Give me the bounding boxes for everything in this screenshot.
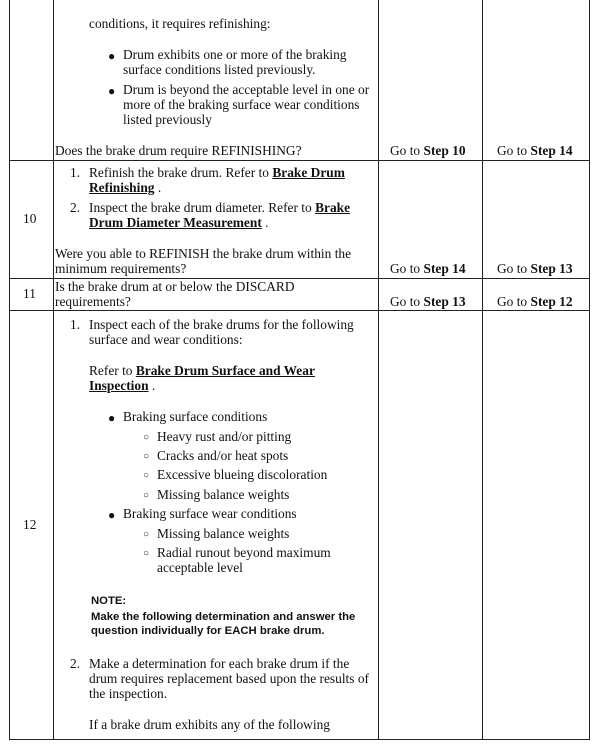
surface-wear-inspection-link[interactable]: Brake Drum Surface and Wear <box>135 363 315 378</box>
row12-item1-line1: Inspect each of the brake drums for the following <box>89 317 354 332</box>
row11-no-action[interactable]: Go to Step 12 <box>497 294 573 309</box>
row12-refer-line2: Inspection . <box>89 378 156 393</box>
row10-step-number: 10 <box>23 211 37 226</box>
row10-question-line2: minimum requirements? <box>55 261 187 276</box>
row12-sub1-item1: Heavy rust and/or pitting <box>157 429 292 444</box>
row9-bullet2-line2: more of the braking surface wear conditions <box>123 97 360 112</box>
row9-bullet2-line3: listed previously <box>123 112 212 127</box>
table-border-right <box>589 0 590 740</box>
sub-bullet-circle: ○ <box>143 548 150 559</box>
table-border-left <box>9 0 10 740</box>
sub-bullet-circle: ○ <box>143 432 150 443</box>
row12-sub2-item2-line2: acceptable level <box>157 560 243 575</box>
note-line2: question individually for EACH brake drum. <box>91 625 325 637</box>
row12-final-line: If a brake drum exhibits any of the following <box>89 717 330 732</box>
step-link[interactable]: Step 10 <box>423 143 466 158</box>
row12-item2-number: 2. <box>70 656 81 671</box>
row11-step-number: 11 <box>23 286 36 301</box>
row9-bullet2-line1: Drum is beyond the acceptable level in one or <box>123 82 370 97</box>
sub-bullet-circle: ○ <box>143 529 150 540</box>
row12-item1-line2: surface and wear conditions: <box>89 332 243 347</box>
row10-item2-number: 2. <box>70 200 81 215</box>
row12-item2-line3: the inspection. <box>89 686 168 701</box>
row11-yes-action[interactable]: Go to Step 13 <box>390 294 466 309</box>
row12-sub2-item1: Missing balance weights <box>157 526 290 541</box>
row10-item2-line2: Drum Diameter Measurement . <box>89 215 269 230</box>
row9-bullet1-line2: surface conditions listed previously. <box>123 62 316 77</box>
row12-item1-number: 1. <box>70 317 81 332</box>
step-link[interactable]: Step 12 <box>530 294 573 309</box>
surface-wear-inspection-link[interactable]: Inspection <box>89 378 149 393</box>
column-divider-1 <box>53 0 54 740</box>
row10-item1-line1: Refinish the brake drum. Refer to Brake Drum <box>89 165 345 180</box>
brake-drum-refinishing-link[interactable]: Refinishing <box>89 180 155 195</box>
column-divider-3 <box>482 0 483 740</box>
row12-item2-line1: Make a determination for each brake drum if the <box>89 656 350 671</box>
row9-continuation-text: conditions, it requires refinishing: <box>89 16 271 31</box>
row12-refer-line1: Refer to Brake Drum Surface and Wear <box>89 363 315 378</box>
row10-item2-line1: Inspect the brake drum diameter. Refer to Brake <box>89 200 351 215</box>
bullet-dot: ● <box>108 508 116 522</box>
column-divider-2 <box>378 0 379 740</box>
table-bottom-edge <box>9 739 590 740</box>
brake-drum-diameter-link[interactable]: Brake <box>315 200 351 215</box>
row12-sub1-item4: Missing balance weights <box>157 487 290 502</box>
row11-question-line2: requirements? <box>55 294 131 309</box>
step-link[interactable]: Step 14 <box>423 261 466 276</box>
row12-item2-line2: drum requires replacement based upon the results of <box>89 671 369 686</box>
note-line1: Make the following determination and answer the <box>91 611 356 623</box>
sub-bullet-circle: ○ <box>143 470 150 481</box>
row9-bullet1-line1: Drum exhibits one or more of the braking <box>123 47 347 62</box>
row12-sub2-item2-line1: Radial runout beyond maximum <box>157 545 331 560</box>
row-divider-11-12 <box>9 310 590 311</box>
row9-no-action[interactable]: Go to Step 14 <box>497 143 573 158</box>
row12-bullet1: Braking surface conditions <box>123 409 268 424</box>
note-title: NOTE: <box>91 595 127 607</box>
row12-bullet2: Braking surface wear conditions <box>123 506 297 521</box>
sub-bullet-circle: ○ <box>143 451 150 462</box>
row12-step-number: 12 <box>23 517 37 532</box>
row10-yes-action[interactable]: Go to Step 14 <box>390 261 466 276</box>
bullet-dot: ● <box>108 49 116 63</box>
bullet-dot: ● <box>108 84 116 98</box>
row10-no-action[interactable]: Go to Step 13 <box>497 261 573 276</box>
row9-question: Does the brake drum require REFINISHING? <box>55 143 302 158</box>
row11-question-line1: Is the brake drum at or below the DISCARD <box>55 279 295 294</box>
step-link[interactable]: Step 13 <box>423 294 466 309</box>
brake-drum-diameter-link[interactable]: Drum Diameter Measurement <box>89 215 262 230</box>
row12-sub1-item2: Cracks and/or heat spots <box>157 448 289 463</box>
bullet-dot: ● <box>108 411 116 425</box>
row10-item1-number: 1. <box>70 165 81 180</box>
step-link[interactable]: Step 13 <box>530 261 573 276</box>
row10-item1-line2: Refinishing . <box>89 180 162 195</box>
row10-question-line1: Were you able to REFINISH the brake drum within the <box>55 246 352 261</box>
row9-yes-action[interactable]: Go to Step 10 <box>390 143 466 158</box>
sub-bullet-circle: ○ <box>143 490 150 501</box>
step-link[interactable]: Step 14 <box>530 143 573 158</box>
row-divider-9-10 <box>9 160 590 161</box>
brake-drum-refinishing-link[interactable]: Brake Drum <box>272 165 345 180</box>
row12-sub1-item3: Excessive blueing discoloration <box>157 467 328 482</box>
